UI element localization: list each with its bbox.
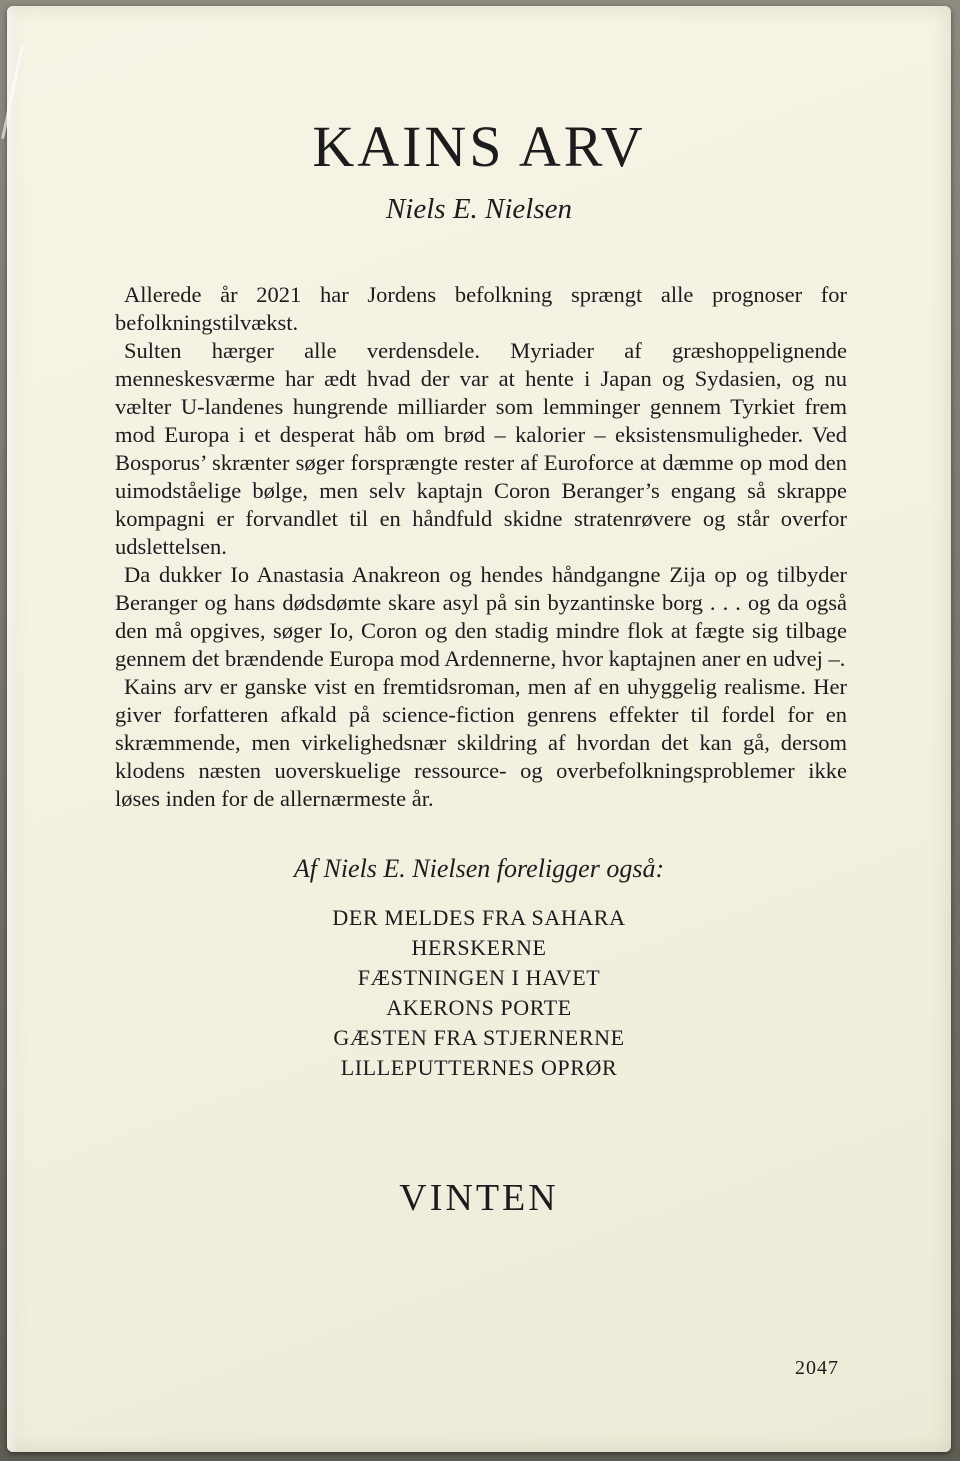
blurb — [115, 281, 847, 813]
book-list-item: HERSKERNE — [411, 935, 547, 960]
book-list-item: GÆSTEN FRA STJERNERNE — [333, 1025, 625, 1050]
book-list-item: AKERONS PORTE — [386, 995, 572, 1020]
book-list-item: LILLEPUTTERNES OPRØR — [340, 1055, 618, 1080]
blurb-paragraph: Da dukker Io Anastasia Anakreon og hendes håndgangne Zija op og tilbyder Beranger og hans dødsdømte skare asyl på sin byzantinske borg . . . og da også den må opgives, søger Io, Coron og den stadig mindre flok at fægte sig tilbage gennem det brændende Europa mod Ardennerne, hvor kaptajnen aner en udvej –. — [115, 562, 847, 671]
also-by-list — [7, 903, 951, 1083]
publisher-name: VINTEN — [399, 1177, 559, 1219]
blurb-paragraph: Allerede år 2021 har Jordens befolkning sprængt alle prognoser for befolkningstilvækst. — [115, 282, 847, 335]
book-back-cover — [7, 6, 951, 1452]
print-code: 2047 — [795, 1357, 839, 1379]
blurb-paragraph: Kains arv er ganske vist en fremtidsroman, men af en uhyggelig realisme. Her giver forfatteren afkald på science-fiction genrens effekter til fordel for en skræmmende, men virkelighedsnær skildring af hvordan det kan gå, dersom klodens næsten uoverskuelige ressource- og overbefolkningsproblemer ikke løses inden for de allernærmeste år. — [115, 674, 847, 811]
book-list-item: DER MELDES FRA SAHARA — [332, 905, 626, 930]
book-title: KAINS ARV — [312, 114, 646, 179]
book-author: Niels E. Nielsen — [385, 193, 573, 225]
also-by-heading: Af Niels E. Nielsen foreligger også: — [293, 854, 665, 883]
book-list-item: FÆSTNINGEN I HAVET — [357, 965, 601, 990]
blurb-paragraph: Sulten hærger alle verdensdele. Myriader af græshoppelignende menneskesværme har ædt hvad der var at hente i Japan og Sydasien, og nu vælter U-landenes hungrende milliarder som lemminger gennem Tyrkiet frem mod Europa i et desperat håb om brød – kalorier – eksistensmuligheder. Ved Bosporus’ skrænter søger forsprængte rester af Euroforce at dæmme op mod den uimodståelige bølge, men selv kaptajn Coron Beranger’s engang så skrappe kompagni er forvandlet til en håndfuld skidne stratenrøvere og står overfor udslettelsen. — [115, 338, 847, 559]
